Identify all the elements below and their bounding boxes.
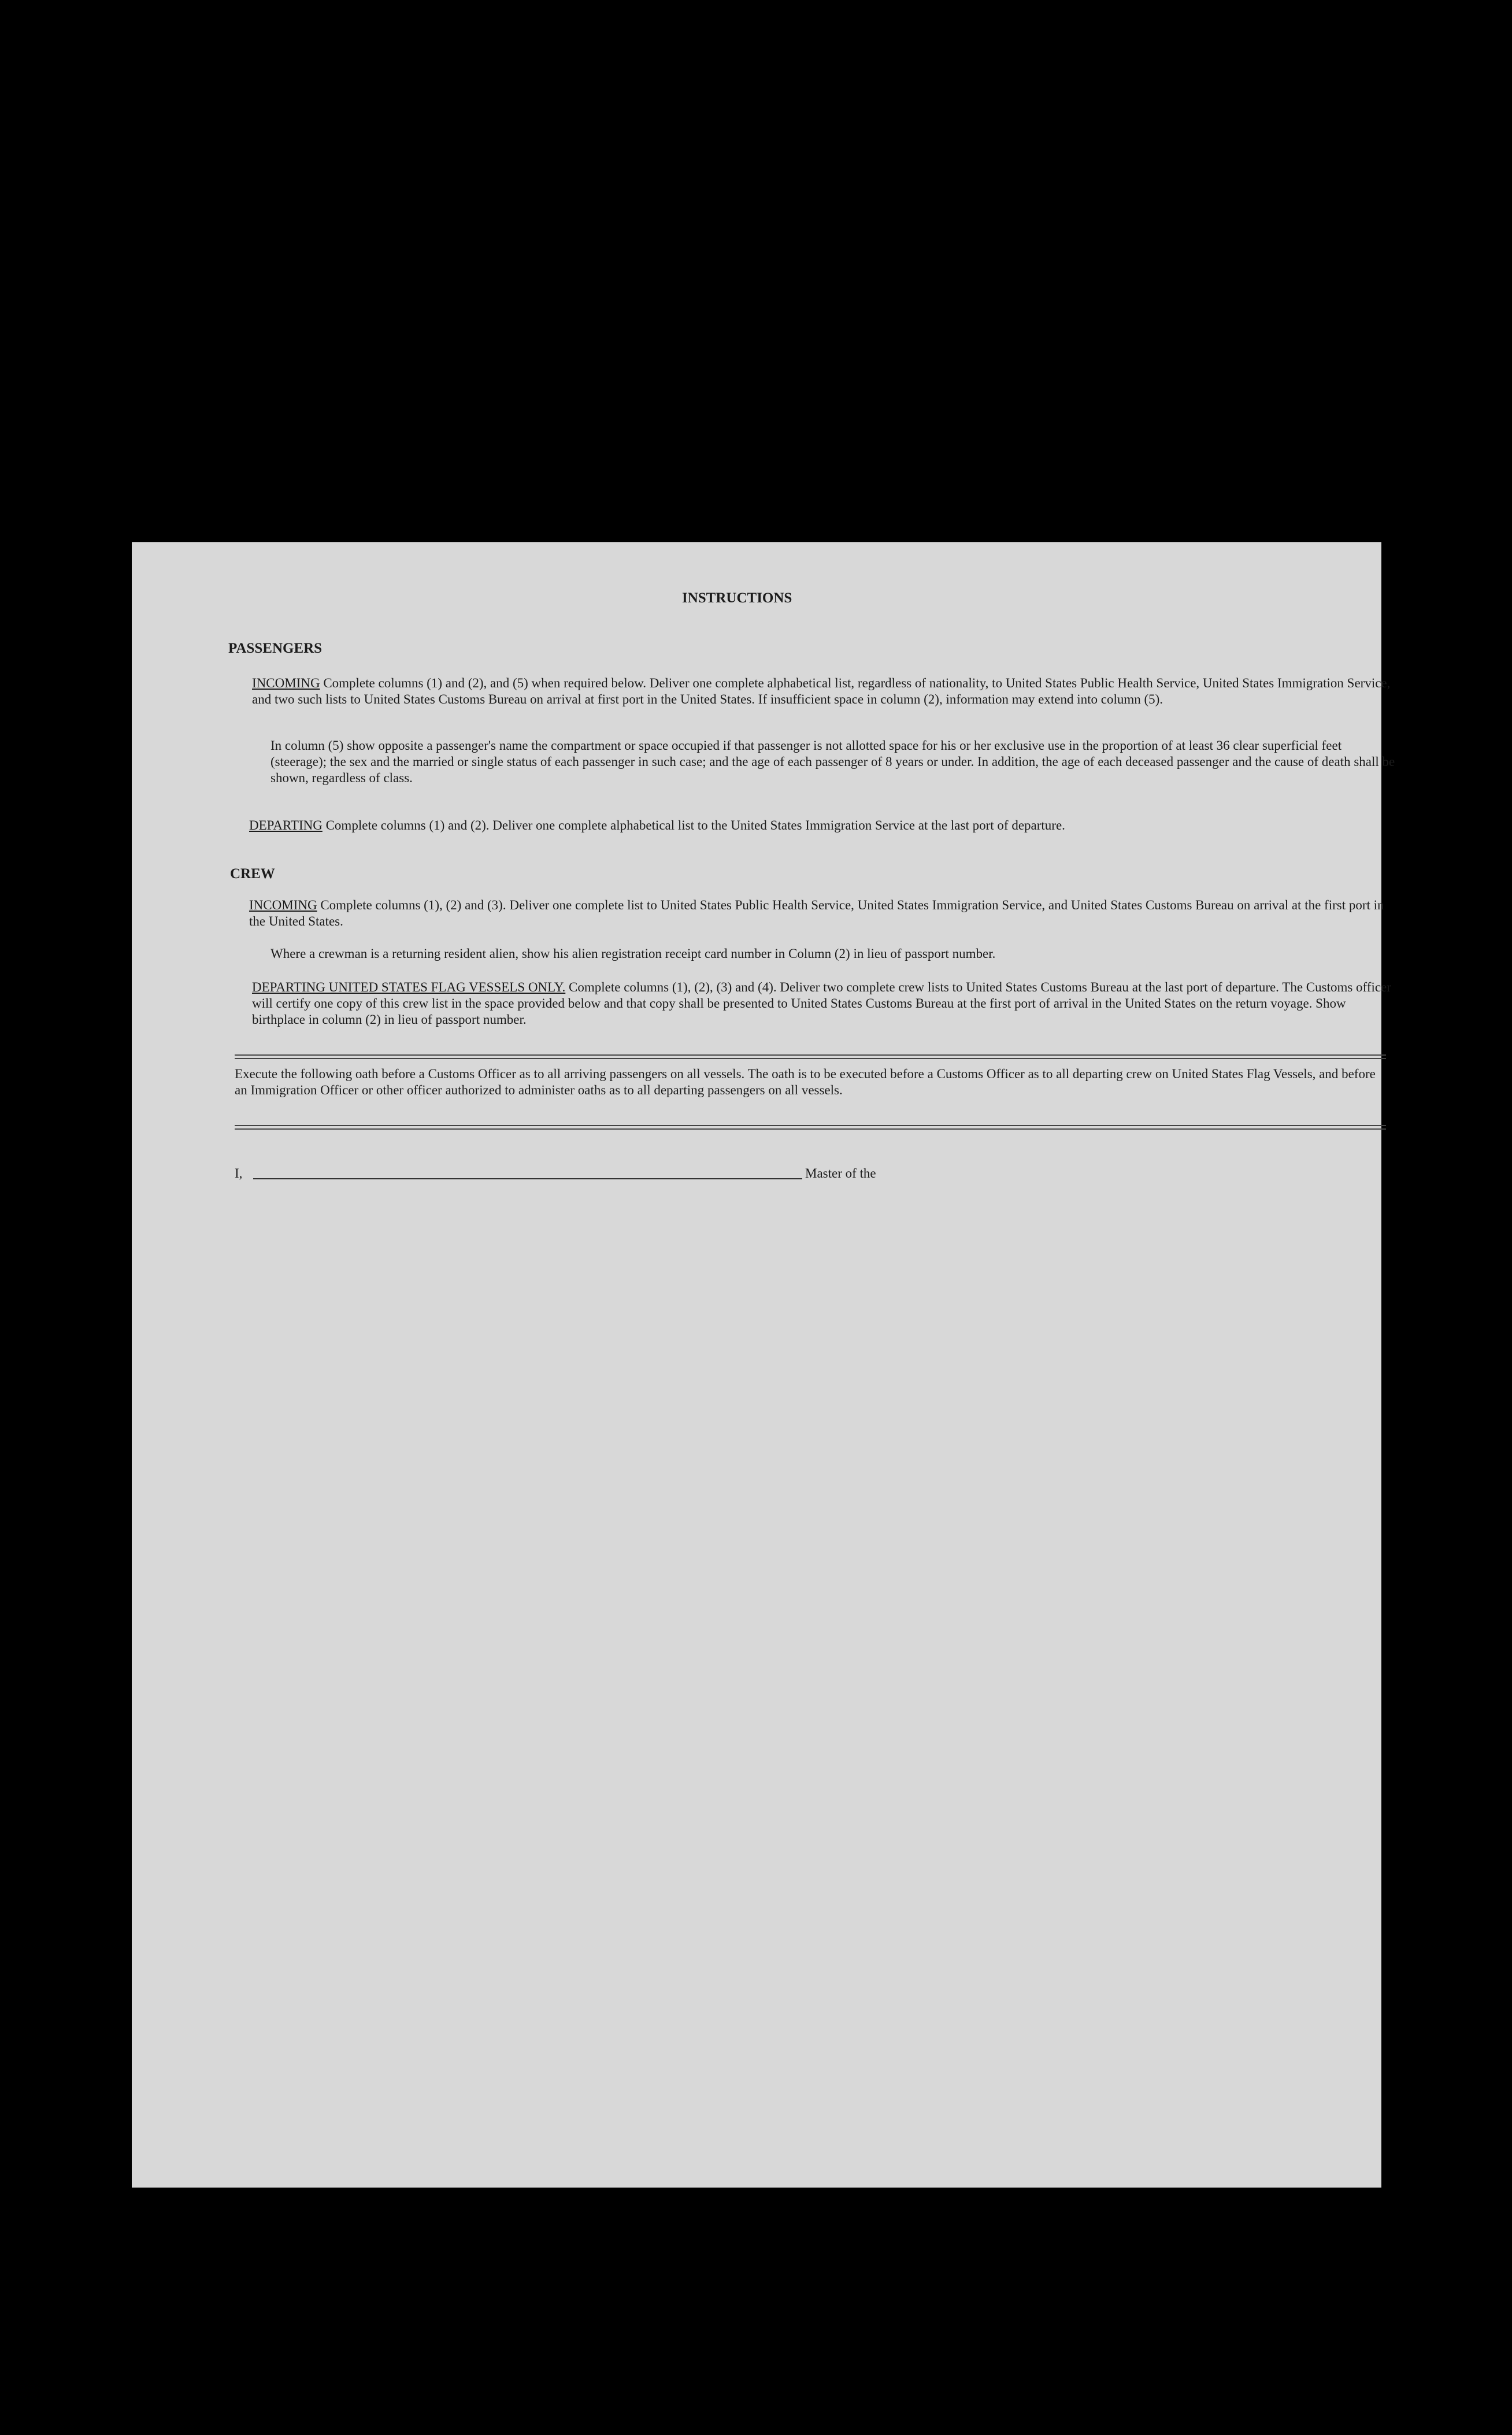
crew-incoming-label: INCOMING bbox=[249, 898, 317, 912]
crew-departing-paragraph bbox=[252, 979, 1396, 1028]
passengers-heading: PASSENGERS bbox=[228, 641, 323, 656]
crew-heading: CREW bbox=[230, 866, 275, 882]
divider-rule bbox=[235, 1125, 1386, 1130]
crew-departing-text: Complete columns (1), (2), (3) and (4). Deliver two complete crew lists to United States Customs Bureau at the last port of departure. The Customs officer will certify one copy of this crew list in the space provided below and that copy shall be presented to United States Customs Bureau at the first port of arrival in the United States on the return voyage. Show birthplace in column (2) in lieu of passport number. bbox=[252, 980, 1391, 1027]
crew-incoming-paragraph bbox=[249, 897, 1396, 930]
instructions-title: INSTRUCTIONS bbox=[682, 590, 792, 606]
master-name-field[interactable] bbox=[253, 1178, 802, 1179]
passengers-departing-text: Complete columns (1) and (2). Deliver one complete alphabetical list to the United States Immigration Service at the last port of departure. bbox=[325, 818, 1065, 832]
crew-resident-paragraph: Where a crewman is a returning resident alien, show his alien registration receipt card number in Column (2) in lieu of passport number. bbox=[270, 946, 996, 961]
form-page bbox=[132, 542, 1395, 2188]
divider-rule bbox=[235, 1054, 1386, 1059]
crew-departing-label: DEPARTING UNITED STATES FLAG VESSELS ONLY. bbox=[252, 980, 566, 994]
oath-i-label: I, bbox=[235, 1166, 243, 1181]
passengers-incoming-paragraph bbox=[252, 675, 1396, 708]
passengers-departing-paragraph bbox=[249, 817, 1396, 834]
passengers-incoming-label: INCOMING bbox=[252, 676, 320, 690]
passengers-departing-label: DEPARTING bbox=[249, 818, 323, 832]
passengers-incoming-text: Complete columns (1) and (2), and (5) when required below. Deliver one complete alphabetical list, regardless of nationality, to United States Public Health Service, United States Immigration Service, and two such lists to United States Customs Bureau on arrival at first port in the United States. If insufficient space in column (2), information may extend into column (5). bbox=[252, 676, 1391, 706]
passengers-column5-paragraph: In column (5) show opposite a passenger's name the compartment or space occupied if that passenger is not allotted space for his or her exclusive use in the proportion of at least 36 clear superficial feet (steerage); the sex and the married or single status of each passenger in such case; and the age of each passenger of 8 years or under. In addition, the age of each deceased passenger and the cause of death shall be shown, regardless of class. bbox=[270, 738, 1395, 785]
oath-master-of-the: Master of the bbox=[805, 1166, 876, 1181]
crew-incoming-text: Complete columns (1), (2) and (3). Deliver one complete list to United States Public Health Service, United States Immigration Service, and United States Customs Bureau on arrival at the first port in the United States. bbox=[249, 898, 1384, 928]
oath-instruction: Execute the following oath before a Customs Officer as to all arriving passengers on all vessels. The oath is to be executed before a Customs Officer as to all departing crew on United States Flag Vessels, and before an Immigration Officer or other officer authorized to administer oaths as to all departing passengers on all vessels. bbox=[235, 1067, 1376, 1097]
